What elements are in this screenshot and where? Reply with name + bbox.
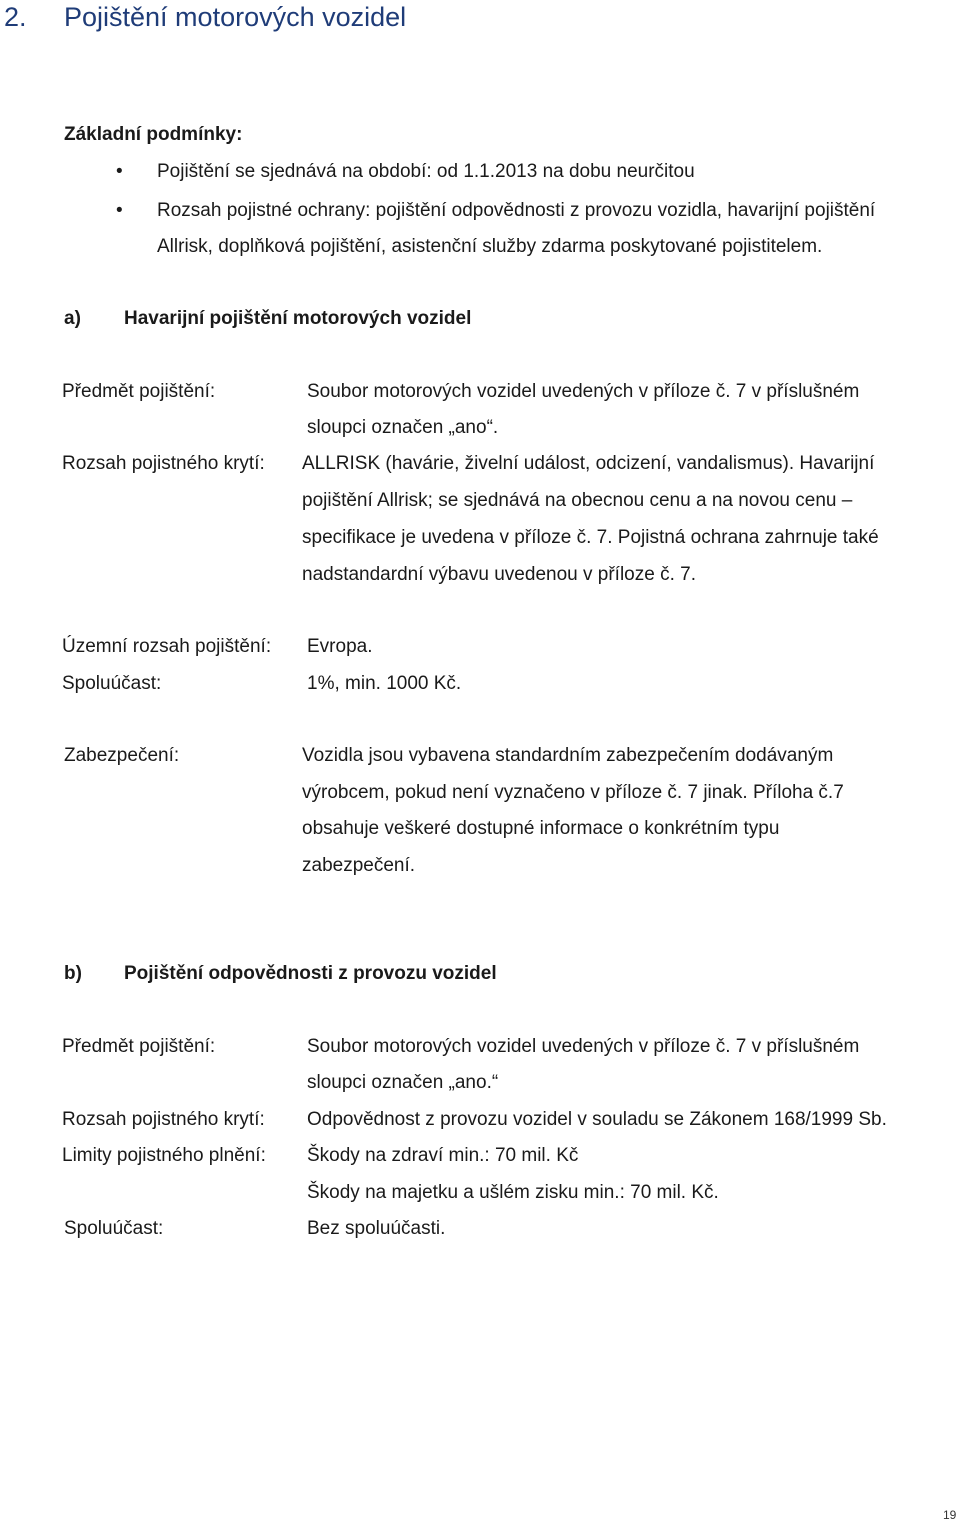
basic-bullet-scope-line2: Allrisk, doplňková pojištění, asistenční služby zdarma poskytované pojistitelem. — [157, 236, 823, 257]
section-number: 2. — [4, 2, 27, 32]
section-a-title: Havarijní pojištění motorových vozidel — [124, 308, 472, 329]
a-scope-label: Rozsah pojistného krytí: — [62, 453, 265, 474]
b-limits-line1: Škody na zdraví min.: 70 mil. Kč — [307, 1145, 579, 1166]
a-subject-line2: sloupci označen „ano“. — [307, 417, 499, 438]
b-scope-label: Rozsah pojistného krytí: — [62, 1109, 265, 1130]
a-territory-value: Evropa. — [307, 636, 373, 657]
b-deductible-value: Bez spoluúčasti. — [307, 1218, 446, 1239]
bullet-icon: • — [116, 200, 123, 221]
section-b-letter: b) — [64, 963, 82, 984]
a-deductible-value: 1%, min. 1000 Kč. — [307, 673, 462, 694]
basic-bullet-period: Pojištění se sjednává na období: od 1.1.2013 na dobu neurčitou — [157, 161, 695, 182]
a-security-line4: zabezpečení. — [302, 855, 416, 876]
b-limits-label: Limity pojistného plnění: — [62, 1145, 266, 1166]
a-security-label: Zabezpečení: — [64, 745, 180, 766]
b-subject-line2: sloupci označen „ano.“ — [307, 1072, 499, 1093]
a-security-line3: obsahuje veškeré dostupné informace o konkrétním typu — [302, 818, 780, 839]
b-subject-label: Předmět pojištění: — [62, 1036, 216, 1057]
section-a-letter: a) — [64, 308, 81, 329]
a-scope-line2: pojištění Allrisk; se sjednává na obecnou cenu a na novou cenu – — [302, 490, 853, 511]
basic-bullet-scope-line1: Rozsah pojistné ochrany: pojištění odpovědnosti z provozu vozidla, havarijní pojištění — [157, 200, 876, 221]
a-territory-label: Územní rozsah pojištění: — [62, 636, 272, 657]
b-limits-line2: Škody na majetku a ušlém zisku min.: 70 mil. Kč. — [307, 1182, 719, 1203]
page-number: 19 — [943, 1508, 957, 1522]
b-deductible-label: Spoluúčast: — [64, 1218, 164, 1239]
bullet-icon: • — [116, 161, 123, 182]
b-scope-value: Odpovědnost z provozu vozidel v souladu se Zákonem 168/1999 Sb. — [307, 1109, 887, 1130]
a-subject-label: Předmět pojištění: — [62, 381, 216, 402]
a-security-line1: Vozidla jsou vybavena standardním zabezpečením dodávaným — [302, 745, 834, 766]
a-scope-line1: ALLRISK (havárie, živelní událost, odcizení, vandalismus). Havarijní — [302, 453, 875, 474]
a-security-line2: výrobcem, pokud není vyznačeno v příloze č. 7 jinak. Příloha č.7 — [302, 782, 844, 803]
a-deductible-label: Spoluúčast: — [62, 673, 162, 694]
section-b-title: Pojištění odpovědnosti z provozu vozidel — [124, 963, 497, 984]
basic-conditions-title: Základní podmínky: — [64, 124, 243, 145]
a-scope-line4: nadstandardní výbavu uvedenou v příloze č. 7. — [302, 564, 696, 585]
a-scope-line3: specifikace je uvedena v příloze č. 7. Pojistná ochrana zahrnuje také — [302, 527, 879, 548]
page-title: Pojištění motorových vozidel — [64, 2, 407, 32]
b-subject-line1: Soubor motorových vozidel uvedených v příloze č. 7 v příslušném — [307, 1036, 860, 1057]
a-subject-line1: Soubor motorových vozidel uvedených v příloze č. 7 v příslušném — [307, 381, 860, 402]
